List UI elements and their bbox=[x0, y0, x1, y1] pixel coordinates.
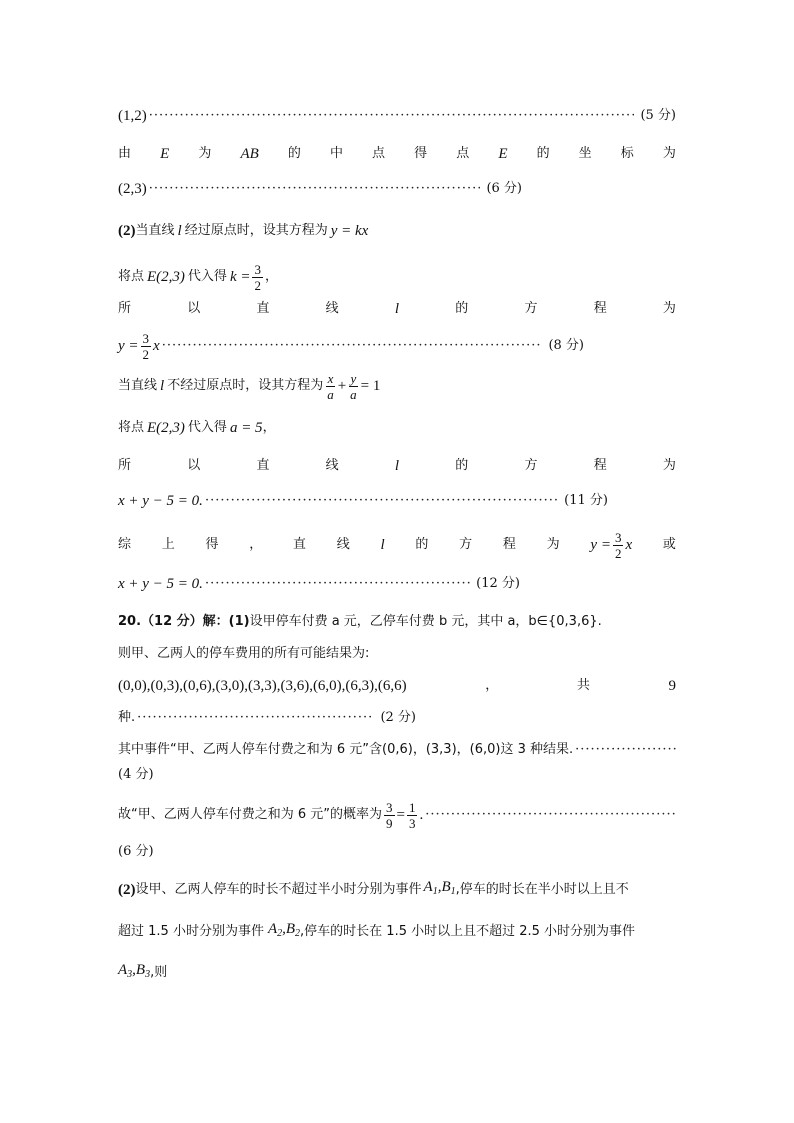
line-13 bbox=[118, 574, 520, 594]
line-23: 超过 1.5 小时分别为事件 $A_2,B_2$ ,停车的时长在 1.5 小时以上且不超过 2.5 小时分别为事件 bbox=[118, 921, 636, 939]
fraction: $\frac{3}{2}$ bbox=[254, 261, 261, 293]
line-7: y = $\frac{3}{2}$ x ····· (8 分) bbox=[118, 331, 584, 361]
line-16: (0,0),(0,3),(0,6),(3,0),(3,3),(3,6),(6,0),(6,3),(6,6) ， 共 9 bbox=[118, 678, 676, 694]
line-10: 所 以 直 线 l 的 方 程 为 bbox=[118, 458, 676, 474]
points-label: (4 分) bbox=[118, 767, 154, 782]
line-6: 所 以 直 线 l 的 方 程 为 bbox=[118, 301, 676, 317]
fraction: $\frac{3}{2}$ bbox=[142, 330, 150, 362]
points-label: (12 分) bbox=[476, 576, 520, 591]
line-8: 当直线 l 不经过原点时，设其方程为 $\frac{x}{a}$ + $\frac{y}{a}$ = 1 bbox=[118, 370, 381, 402]
equation: y = $\frac{3}{2}$ x bbox=[590, 529, 633, 561]
line-9: 将点 E(2,3) 代入得 a = 5 ， bbox=[118, 420, 276, 436]
fraction: $\frac{x}{a}$ bbox=[327, 370, 334, 402]
leader-dots bbox=[137, 708, 374, 728]
expr: (1,2) bbox=[118, 108, 147, 124]
line-12: 综 上 得 ， 直 线 l 的 方 程 为 y = $\frac{3}{2}$ x 或 bbox=[118, 529, 676, 561]
expr: (2,3) bbox=[118, 181, 147, 197]
line-20: 故“甲、乙两人停车付费之和为 6 元”的概率为 $\frac{3}{9}$ = $\frac{1}{3}$ . ····· bbox=[118, 798, 676, 832]
fraction: $\frac{3}{9}$ bbox=[386, 799, 393, 831]
line-19 bbox=[118, 765, 676, 785]
leader-dots bbox=[205, 491, 558, 511]
fraction: $\frac{1}{3}$ bbox=[408, 799, 416, 831]
leader-dots bbox=[162, 336, 543, 356]
line-11 bbox=[118, 491, 608, 511]
leader-dots bbox=[425, 805, 676, 825]
line-21 bbox=[118, 842, 676, 862]
fraction: $\frac{y}{a}$ bbox=[350, 370, 357, 402]
points-label: (2 分) bbox=[380, 710, 416, 725]
line-18: 其中事件“甲、乙两人停车付费之和为 6 元”含(0,6)，(3,3)，(6,0)这 3 种结果. ····· bbox=[118, 740, 676, 760]
leader-dots bbox=[575, 740, 676, 760]
line-22: (2) 设甲、乙两人停车的时长不超过半小时分别为事件 $A_1,B_1$ ,停车的时长在半小时以上且不 bbox=[118, 879, 629, 898]
points-label: (5 分) bbox=[640, 108, 676, 123]
expr: x + y − 5 = 0. bbox=[118, 493, 203, 509]
line-15: 则甲、乙两人的停车费用的所有可能结果为: bbox=[118, 646, 370, 661]
leader-dots bbox=[149, 106, 635, 126]
fraction: $\frac{3}{2}$ bbox=[614, 529, 622, 561]
leader-dots bbox=[149, 179, 481, 199]
line-4: (2) 当直线 l 经过原点时，设其方程为 y = kx bbox=[118, 223, 369, 239]
line-14: 20.（12 分）解：(1) 设甲停车付费 a 元，乙停车付费 b 元，其中 a，b∈{0,3,6}. bbox=[118, 614, 602, 629]
line-3 bbox=[118, 179, 522, 199]
line-5: 将点 E(2,3) 代入得 k = $\frac{3}{2}$ ， bbox=[118, 261, 278, 293]
leader-dots bbox=[205, 574, 470, 594]
line-2: 由 E 为 AB 的 中 点 得 点 E 的 坐 标 为 bbox=[118, 146, 676, 162]
points-label: (8 分) bbox=[548, 338, 584, 353]
expr: x + y − 5 = 0. bbox=[118, 576, 203, 592]
points-label: (11 分) bbox=[564, 493, 608, 508]
points-label: (6 分) bbox=[118, 844, 154, 859]
points-label: (6 分) bbox=[486, 181, 522, 196]
line-24: $A_3,B_3$ ,则 bbox=[118, 962, 168, 980]
line-17: 种. ····· (2 分) bbox=[118, 708, 416, 728]
line-1 bbox=[118, 106, 676, 126]
